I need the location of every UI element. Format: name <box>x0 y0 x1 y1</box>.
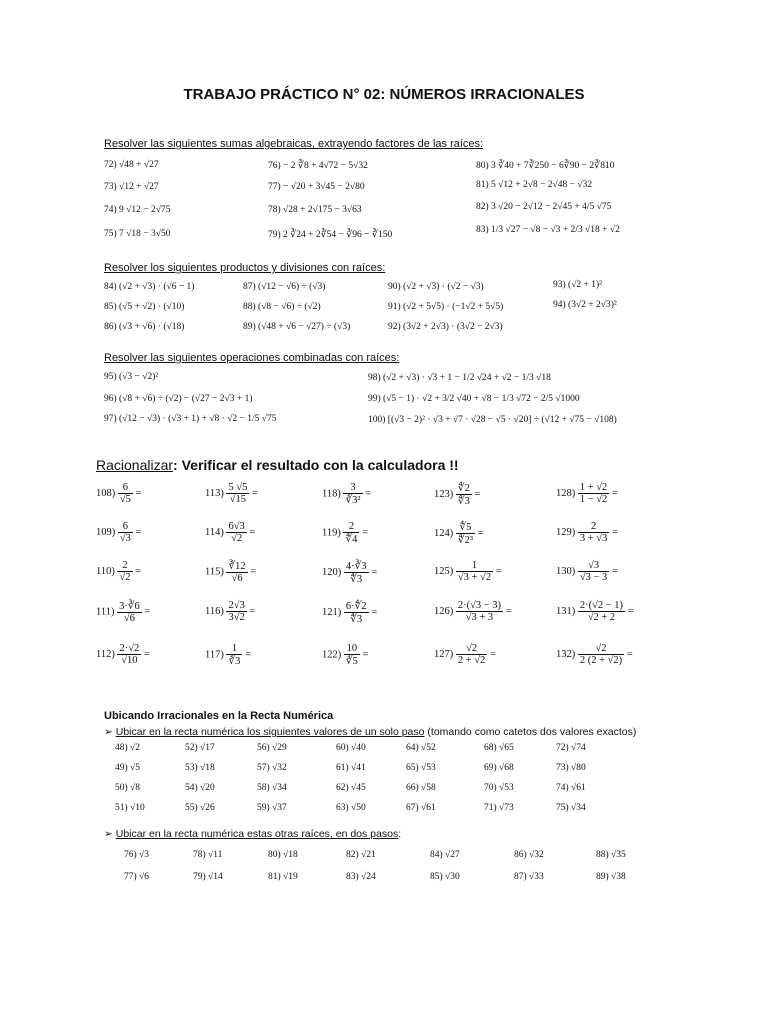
root-item: 48) √2 <box>115 743 141 753</box>
rationalize-item <box>556 600 634 623</box>
denominator: ∜4 <box>345 534 358 545</box>
fraction <box>117 643 141 666</box>
numerator: ∜5 <box>456 521 475 534</box>
equals-sign: = <box>250 566 257 578</box>
rationalize-item <box>322 521 368 545</box>
subheading-1-note: (tomando como catetos dos valores exactos) <box>424 726 637 738</box>
denominator: ∜3 <box>457 496 470 507</box>
root-item: 75) √34 <box>556 803 586 813</box>
rationalize-item <box>322 643 368 667</box>
item-number: 119) <box>322 527 341 539</box>
numerator: 2√3 <box>228 600 245 611</box>
rationalize-item <box>96 560 141 583</box>
root-item: 68) √65 <box>484 743 514 753</box>
denominator: √5 <box>119 494 131 505</box>
item-number: 123) <box>434 488 454 500</box>
exercise-item: 76) − 2 ∛8 + 4√72 − 5√32 <box>268 161 368 171</box>
root-item: 85) √30 <box>430 872 460 882</box>
fraction <box>118 521 133 544</box>
equals-sign: = <box>505 605 512 617</box>
fraction <box>344 600 369 625</box>
root-item: 81) √19 <box>268 872 298 882</box>
numerator: √2 <box>456 643 487 655</box>
denominator: √2 + 2 <box>587 612 616 623</box>
root-item: 62) √45 <box>336 783 366 793</box>
denominator: 1 − √2 <box>579 494 608 505</box>
equals-sign: = <box>249 526 256 538</box>
exercise-item: 93) (√2 + 1)² <box>553 280 603 290</box>
fraction <box>578 600 625 623</box>
fraction <box>118 482 133 505</box>
equals-sign: = <box>611 565 618 577</box>
numerator: 2·√2 <box>119 643 140 654</box>
item-number: 129) <box>556 526 576 538</box>
rationalize-item <box>96 482 141 505</box>
subheading-1-text: Ubicar en la recta numérica los siguientes valores de un solo paso <box>115 726 425 738</box>
rationalize-item <box>96 600 150 624</box>
rationalize-item <box>434 521 484 546</box>
rationalize-item <box>556 521 618 544</box>
numerator: 2·(√3 − 3) <box>457 600 502 611</box>
rationalize-item <box>556 560 618 583</box>
rationalize-item <box>434 482 480 507</box>
root-item: 67) √61 <box>406 803 436 813</box>
rationalize-item <box>96 521 141 544</box>
root-item: 87) √33 <box>514 872 544 882</box>
exercise-item: 89) (√48 + √6 − √27) ÷ (√3) <box>243 322 351 332</box>
root-item: 89) √38 <box>596 872 626 882</box>
exercise-item: 90) (√2 + √3) · (√2 − √3) <box>388 282 484 292</box>
rationalize-item <box>205 600 255 623</box>
equals-sign: = <box>143 648 150 660</box>
item-number: 124) <box>434 527 454 539</box>
numerator: 6√3 <box>228 521 245 532</box>
denominator: ∜3 <box>350 614 363 625</box>
fraction <box>578 560 609 583</box>
item-number: 128) <box>556 487 576 499</box>
item-number: 113) <box>205 487 224 499</box>
denominator: 2 + √2 <box>457 655 486 666</box>
equals-sign: = <box>495 565 502 577</box>
denominator: √3 − 3 <box>579 572 608 583</box>
rationalize-item <box>434 560 502 583</box>
root-item: 70) √53 <box>484 783 514 793</box>
equals-sign: = <box>477 527 484 539</box>
item-number: 131) <box>556 605 576 617</box>
root-item: 82) √21 <box>346 850 376 860</box>
root-item: 58) √34 <box>257 783 287 793</box>
equals-sign: = <box>135 565 142 577</box>
arrow-bullet-icon: ➢ <box>104 726 113 738</box>
rationalize-item <box>556 643 633 666</box>
equals-sign: = <box>362 649 369 661</box>
fraction <box>117 560 132 583</box>
fraction <box>578 482 609 505</box>
equals-sign: = <box>245 649 251 661</box>
root-item: 53) √18 <box>185 763 215 773</box>
item-number: 122) <box>322 649 342 661</box>
root-item: 55) √26 <box>185 803 215 813</box>
exercise-item: 98) (√2 + √3) · √3 + 1 − 1/2 √24 + √2 − 1/3 √18 <box>368 373 551 383</box>
denominator: √3 <box>119 533 131 544</box>
fraction <box>226 482 249 505</box>
numerator: 1 <box>456 560 493 572</box>
numerator: 5 √5 <box>228 482 248 493</box>
denominator: ∜2³ <box>457 535 473 546</box>
item-number: 108) <box>96 487 116 499</box>
denominator: ∛5 <box>345 656 358 667</box>
fraction <box>456 521 475 546</box>
root-item: 66) √58 <box>406 783 436 793</box>
exercise-item: 72) √48 + √27 <box>104 160 159 170</box>
rationalize-item <box>322 482 371 506</box>
equals-sign: = <box>362 527 368 539</box>
root-item: 72) √74 <box>556 743 586 753</box>
root-item: 83) √24 <box>346 872 376 882</box>
exercise-item: 83) 1/3 √27 − √8 − √3 + 2/3 √18 + √2 <box>476 225 620 235</box>
exercise-item: 97) (√12 − √3) · (√3 + 1) + √8 · √2 − 1/5 √75 <box>104 414 277 424</box>
root-item: 86) √32 <box>514 850 544 860</box>
denominator: ∛3² <box>345 495 361 506</box>
numerator: 1 <box>226 643 242 655</box>
equals-sign: = <box>144 606 151 618</box>
root-item: 71) √73 <box>484 803 514 813</box>
item-number: 126) <box>434 605 454 617</box>
fraction <box>344 560 369 585</box>
rationalize-heading <box>96 457 459 473</box>
equals-sign: = <box>135 487 142 499</box>
denominator: √15 <box>229 494 247 505</box>
denominator: √3 + √2 <box>457 572 492 583</box>
denominator: √2 <box>231 533 243 544</box>
exercise-item: 99) (√5 − 1) · √2 + 3/2 √40 + √8 − 1/3 √72 − 2/5 √1000 <box>368 394 580 404</box>
root-item: 57) √32 <box>257 763 287 773</box>
exercise-item: 74) 9 √12 − 2√75 <box>104 205 171 215</box>
fraction <box>343 521 359 545</box>
exercise-item: 84) (√2 + √3) · (√6 − 1) <box>104 282 195 292</box>
exercise-item: 96) (√8 + √6) ÷ (√2) − (√27 − 2√3 + 1) <box>104 394 253 404</box>
item-number: 132) <box>556 648 576 660</box>
number-line-heading: Ubicando Irracionales en la Recta Numérica <box>104 710 334 722</box>
exercise-item: 73) √12 + √27 <box>104 182 159 192</box>
arrow-bullet-icon: ➢ <box>104 828 113 840</box>
fraction <box>578 643 624 666</box>
denominator: 3 + √3 <box>579 533 608 544</box>
number-line-subheading-1 <box>104 726 636 738</box>
fraction <box>456 600 503 623</box>
fraction <box>226 600 246 623</box>
item-number: 115) <box>205 566 224 578</box>
denominator: ∛3 <box>228 656 241 667</box>
exercise-item: 81) 5 √12 + 2√8 − 2√48 − √32 <box>476 180 593 190</box>
exercise-item: 100) [(√3 − 2)² · √3 + √7 · √28 − √5 · √20] ÷ (√12 + √75 − √108) <box>368 415 617 425</box>
equals-sign: = <box>135 526 142 538</box>
equals-sign: = <box>371 606 378 618</box>
item-number: 118) <box>322 488 341 500</box>
equals-sign: = <box>365 488 372 500</box>
numerator: ∛12 <box>228 561 246 572</box>
denominator: 3√2 <box>228 612 245 623</box>
exercise-item: 91) (√2 + 5√5) · (−1√2 + 5√5) <box>388 302 504 312</box>
root-item: 65) √53 <box>406 763 436 773</box>
exercise-item: 82) 3 √20 − 2√12 − 2√45 + 4/5 √75 <box>476 202 612 212</box>
root-item: 51) √10 <box>115 803 145 813</box>
rationalize-item <box>434 600 512 623</box>
equals-sign: = <box>371 566 378 578</box>
root-item: 64) √52 <box>406 743 436 753</box>
exercise-item: 77) − √20 + 3√45 − 2√80 <box>268 182 365 192</box>
denominator: √10 <box>121 655 138 666</box>
rationalize-item <box>205 521 255 544</box>
fraction <box>456 560 493 583</box>
numerator: √2 <box>578 643 624 655</box>
denominator: ∜3 <box>350 574 363 585</box>
item-number: 109) <box>96 526 116 538</box>
item-number: 110) <box>96 565 115 577</box>
subheading-2-colon: : <box>398 828 402 840</box>
item-number: 111) <box>96 606 115 618</box>
denominator: √2 <box>119 572 131 583</box>
numerator: 2 <box>343 521 359 533</box>
denominator: √6 <box>123 613 135 624</box>
denominator: √3 + 3 <box>465 612 494 623</box>
numerator: 1 + √2 <box>579 482 608 493</box>
denominator: √6 <box>231 573 243 584</box>
exercise-item: 78) √28 + 2√175 − 3√63 <box>268 205 362 215</box>
root-item: 52) √17 <box>185 743 215 753</box>
page-title: TRABAJO PRÁCTICO N° 02: NÚMEROS IRRACIONALES <box>183 86 585 103</box>
numerator: 10 <box>344 643 360 655</box>
equals-sign: = <box>252 487 258 499</box>
exercise-item: 92) (3√2 + 2√3) · (3√2 − 2√3) <box>388 322 503 332</box>
rationalize-item <box>205 643 251 667</box>
rationalize-instruction: : Verificar el resultado con la calculadora !! <box>173 457 459 473</box>
rationalize-label: Racionalizar <box>96 457 174 473</box>
rationalize-item <box>322 560 377 585</box>
root-item: 80) √18 <box>268 850 298 860</box>
fraction <box>226 521 246 544</box>
numerator: 2 <box>117 560 132 572</box>
fraction <box>344 643 360 667</box>
fraction <box>226 643 242 667</box>
rationalize-item <box>556 482 618 505</box>
exercise-item: 79) 2 ∛24 + 2∛54 − ∛96 − ∛150 <box>268 230 393 240</box>
item-number: 120) <box>322 566 342 578</box>
numerator: 6 <box>118 521 133 533</box>
root-item: 59) √37 <box>257 803 287 813</box>
item-number: 127) <box>434 648 454 660</box>
root-item: 49) √5 <box>115 763 141 773</box>
item-number: 117) <box>205 649 224 661</box>
root-item: 84) √27 <box>430 850 460 860</box>
exercise-item: 88) (√8 − √6) ÷ (√2) <box>243 302 321 312</box>
numerator: 3 <box>343 482 362 494</box>
rationalize-item <box>434 643 496 666</box>
root-item: 56) √29 <box>257 743 287 753</box>
equals-sign: = <box>626 648 633 660</box>
equals-sign: = <box>627 605 634 617</box>
numerator: 4·∛3 <box>345 561 367 572</box>
root-item: 78) √11 <box>193 850 223 860</box>
item-number: 121) <box>322 606 342 618</box>
subheading-2-text: Ubicar en la recta numérica estas otras raíces, en dos pasos <box>115 828 399 840</box>
fraction <box>343 482 362 506</box>
section-heading-combined: Resolver las siguientes operaciones combinadas con raíces: <box>104 352 400 364</box>
section-heading-sums: Resolver las siguientes sumas algebraicas, extrayendo factores de las raíces: <box>104 138 484 150</box>
exercise-item: 80) 3 ∛40 + 7∛250 − 6∛90 − 2∛810 <box>476 161 615 171</box>
exercise-item: 87) (√12 − √6) ÷ (√3) <box>243 282 326 292</box>
root-item: 73) √80 <box>556 763 586 773</box>
numerator: 6 <box>118 482 133 494</box>
root-item: 76) √3 <box>124 850 150 860</box>
numerator: 2 <box>578 521 609 533</box>
exercise-item: 95) (√3 − √2)² <box>104 372 159 382</box>
fraction <box>117 600 142 624</box>
equals-sign: = <box>611 487 618 499</box>
equals-sign: = <box>249 605 256 617</box>
numerator: 2·(√2 − 1) <box>579 600 624 611</box>
fraction <box>456 643 487 666</box>
root-item: 79) √14 <box>193 872 223 882</box>
rationalize-item <box>205 482 258 505</box>
rationalize-item <box>322 600 377 625</box>
numerator: 6·∜2 <box>345 601 367 612</box>
equals-sign: = <box>474 488 481 500</box>
fraction <box>578 521 609 544</box>
root-item: 50) √8 <box>115 783 141 793</box>
item-number: 114) <box>205 526 224 538</box>
section-heading-products: Resolver los siguientes productos y divisiones con raíces: <box>104 262 386 274</box>
rationalize-item <box>96 643 150 666</box>
fraction <box>456 482 472 507</box>
rationalize-item <box>205 560 256 584</box>
root-item: 61) √41 <box>336 763 366 773</box>
equals-sign: = <box>489 648 496 660</box>
exercise-item: 86) (√3 + √6) · (√18) <box>104 322 185 332</box>
exercise-item: 75) 7 √18 − 3√50 <box>104 229 171 239</box>
number-line-subheading-2 <box>104 828 401 840</box>
denominator: 2 (2 + √2) <box>579 655 623 666</box>
numerator: √3 <box>578 560 609 572</box>
item-number: 112) <box>96 648 115 660</box>
root-item: 60) √40 <box>336 743 366 753</box>
equals-sign: = <box>611 526 618 538</box>
item-number: 125) <box>434 565 454 577</box>
root-item: 74) √61 <box>556 783 586 793</box>
numerator: 3·∛6 <box>119 601 140 612</box>
item-number: 130) <box>556 565 576 577</box>
numerator: ∜2 <box>457 483 470 494</box>
root-item: 54) √20 <box>185 783 215 793</box>
root-item: 63) √50 <box>336 803 366 813</box>
exercise-item: 85) (√5 + √2) · (√10) <box>104 302 185 312</box>
root-item: 69) √68 <box>484 763 514 773</box>
root-item: 77) √6 <box>124 872 150 882</box>
root-item: 88) √35 <box>596 850 626 860</box>
fraction <box>226 560 247 584</box>
item-number: 116) <box>205 605 224 617</box>
exercise-item: 94) (3√2 + 2√3)² <box>553 300 617 310</box>
